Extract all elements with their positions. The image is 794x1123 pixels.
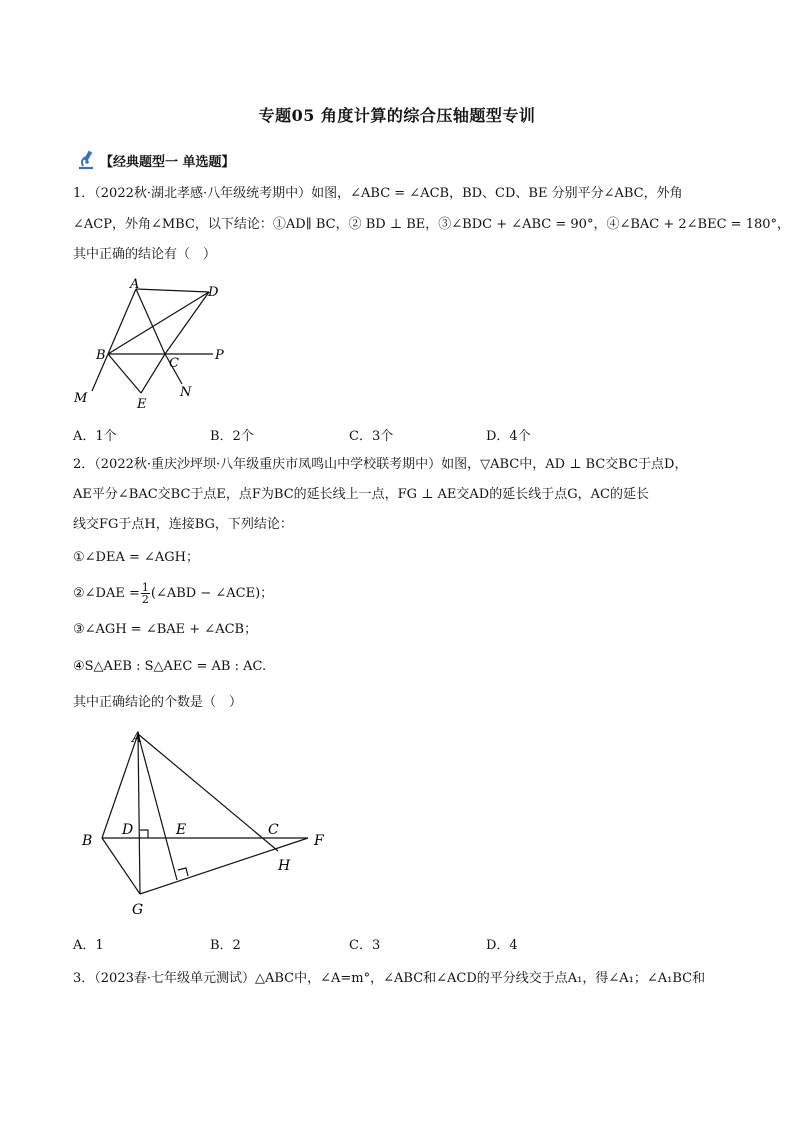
q1-label-m: M — [74, 391, 88, 406]
q2-conclusion-2 — [73, 582, 273, 605]
q1-option-b[interactable]: B．2个 — [210, 429, 254, 444]
q2-question: 其中正确结论的个数是（ ） — [73, 695, 243, 710]
microscope-icon — [76, 149, 98, 171]
q2-conclusion-4: ④S△AEB : S△AEC = AB : AC. — [73, 659, 267, 674]
q2-line2: AE平分∠BAC交BC于点E，点F为BC的延长线上一点，FG ⊥ AE交AD的延长线于点G，AC的延长 — [73, 487, 649, 502]
q1-label-n: N — [180, 385, 192, 400]
q2-c2-pre: ②∠DAE = — [73, 585, 140, 601]
q2-c2-post: (∠ABD − ∠ACE)； — [150, 585, 274, 601]
q3-line1: 3．（2023春·七年级单元测试）△ABC中，∠A=m°，∠ABC和∠ACD的平分线交于点A₁，得∠A₁；∠A₁BC和 — [73, 971, 706, 986]
page-title: 专题05 角度计算的综合压轴题型专训 — [258, 106, 536, 125]
q1-line1: 1．（2022秋·湖北孝感·八年级统考期中）如图，∠ABC = ∠ACB，BD、CD、BE 分别平分∠ABC，外角 — [73, 186, 683, 201]
section-label: 【经典题型一 单选题】 — [100, 154, 235, 170]
q2-label-d: D — [122, 822, 134, 838]
q1-label-p: P — [215, 348, 224, 363]
q2-option-a[interactable]: A．1 — [73, 938, 104, 953]
q2-label-a: A — [132, 730, 143, 746]
q1-label-b: B — [96, 348, 106, 363]
q2-conclusion-3: ③∠AGH = ∠BAE + ∠ACB； — [73, 622, 258, 637]
q1-label-a: A — [130, 277, 140, 292]
fraction-denominator: 2 — [141, 593, 149, 606]
q2-conclusion-1: ①∠DEA = ∠AGH； — [73, 550, 200, 565]
q1-label-c: C — [169, 356, 179, 371]
q1-figure — [70, 276, 240, 416]
q2-label-b: B — [82, 833, 93, 849]
q2-label-g: G — [132, 902, 144, 918]
q1-line2: ∠ACP，外角∠MBC，以下结论：①AD∥ BC，② BD ⊥ BE，③∠BDC + ∠ABC = 90°，④∠BAC + 2∠BEC = 180°， — [73, 217, 791, 232]
q1-line3: 其中正确的结论有（ ） — [73, 247, 217, 262]
q2-option-c[interactable]: C．3 — [349, 938, 381, 953]
q2-option-b[interactable]: B．2 — [210, 938, 241, 953]
q1-option-a[interactable]: A．1个 — [73, 429, 117, 444]
q2-option-d[interactable]: D．4 — [486, 938, 518, 953]
q2-line1: 2．（2022秋·重庆沙坪坝·八年级重庆市凤鸣山中学校联考期中）如图，▽ABC中，AD ⊥ BC交BC于点D， — [73, 457, 688, 472]
q2-label-e: E — [176, 822, 187, 838]
q1-option-d[interactable]: D．4个 — [486, 429, 531, 444]
q2-label-c: C — [268, 822, 279, 838]
q2-label-f: F — [314, 833, 324, 849]
q1-label-d: D — [208, 285, 219, 300]
fraction — [141, 582, 150, 605]
q2-label-h: H — [278, 858, 291, 874]
q1-label-e: E — [137, 397, 147, 412]
q2-line3: 线交FG于点H，连接BG，下列结论： — [73, 517, 293, 532]
q1-option-c[interactable]: C．3个 — [349, 429, 394, 444]
fraction-numerator: 1 — [141, 581, 149, 594]
q2-figure — [70, 722, 340, 922]
section-header — [76, 149, 235, 171]
